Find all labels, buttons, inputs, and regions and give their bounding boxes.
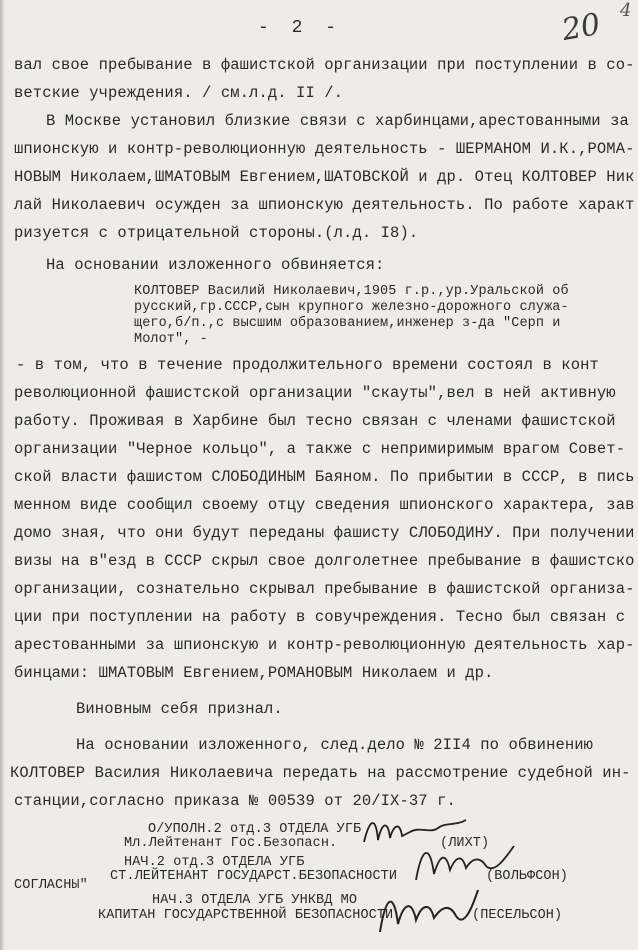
text-line: ризуется с отрицательной стороны.(л.д. I8). [14,224,419,242]
guilt-statement: Виновным себя признал. [76,700,283,718]
page-edge-shadow [0,0,5,950]
signatory-name: (ВОЛЬФСОН) [486,869,569,884]
charge-line: домо зная, что они будут переданы фашисту СЛОБОДИНУ. При получении [14,524,635,542]
accusation-intro: На основании изложенного обвиняется: [46,256,385,274]
text-line: НОВЫМ Николаем,ШМАТОВЫМ Евгением,ШАТОВСКОЙ и др. Отец КОЛТОВЕР Ник [14,168,635,186]
archive-sheet-number: 20 [559,6,603,49]
corner-mark: 4 [620,0,632,21]
charge-line: ции при поступлении на работу в совучреждения. Тесно был связан с [14,608,626,626]
charge-line: визы на в"езд в СССР скрыл свое долголетнее пребывание в фашистско [14,552,635,570]
page-number: - 2 - [258,18,343,38]
charge-line: бинцами: ШМАТОВЫМ Евгением,РОМАНОВЫМ Николаем и др. [14,664,494,682]
handwritten-signature-3 [372,884,482,940]
decision-line: На основании изложенного, след.дело № 2II4 по обвинению [76,736,594,754]
accused-line: щего,б/п.,с высшим образованием,инженер з-да "Серп и [134,316,561,331]
signatory-title: НАЧ.2 отд.3 ОТДЕЛА УГБ [124,855,305,870]
text-line: В Москве установил близкие связи с харбинцами,арестованными за [46,112,629,130]
accused-line: русский,гр.СССР,сын крупного железно-дорожного служа- [134,300,569,315]
charge-line: менном виде сообщил своему отцу сведения шпионского характера, зав [14,496,635,514]
accused-line: КОЛТОВЕР Василий Николаевич,1905 г.р.,ур.Уральской об [134,284,569,299]
charge-line: - в том, что в течение продолжительного времени состоял в конт [16,356,599,374]
charge-line: арестованными за шпионскую и контр-революционную деятельность хар- [14,636,635,654]
charge-line: работу. Проживая в Харбине был тесно связан с членами фашистской [14,412,616,430]
charge-line: организации "Черное кольцо", а также с непримиримым врагом Совет- [14,440,626,458]
accused-line: Молот", - [134,332,208,347]
signatory-rank: Мл.Лейтенант Гос.Безопасн. [124,836,338,851]
signatory-title: О/УПОЛН.2 отд.3 ОТДЕЛА УГБ [148,822,362,837]
charge-line: организации, сознательно скрывал пребывание в фашистской организа- [14,580,635,598]
text-line: вал свое пребывание в фашистской организации при поступлении в со- [14,56,635,74]
signatory-title: НАЧ.3 ОТДЕЛА УГБ УНКВД МО [152,893,358,908]
signatory-rank: СТ.ЛЕЙТЕНАНТ ГОСУДАРСТ.БЕЗОПАСНОСТИ [110,869,398,884]
text-line: лай Николаевич осужден за шпионскую деятельность. По работе характ [14,196,635,214]
handwritten-signature-2 [410,840,520,888]
signatory-name: (ПЕСЕЛЬСОН) [472,908,563,923]
approval-label: СОГЛАСНЫ" [14,878,88,893]
charge-line: революционной фашистской организации "скауты",вел в ней активную [14,384,616,402]
text-line: шпионскую и контр-революционную деятельность - ШЕРМАНОМ И.К.,РОМА- [14,140,635,158]
signatory-name: (ЛИХТ) [440,836,490,851]
charge-line: ской власти фашистом СЛОБОДИНЫМ Баяном. По прибытии в СССР, в пись [14,468,635,486]
decision-line: станции,согласно приказа № 00539 от 20/IX-37 г. [14,792,456,810]
decision-line: КОЛТОВЕР Василия Николаевича передать на рассмотрение судебной ин- [10,764,631,782]
signatory-rank: КАПИТАН ГОСУДАРСТВЕННОЙ БЕЗОПАСНОСТИ [98,908,394,923]
text-line: ветские учреждения. / см.л.д. II /. [14,84,344,102]
